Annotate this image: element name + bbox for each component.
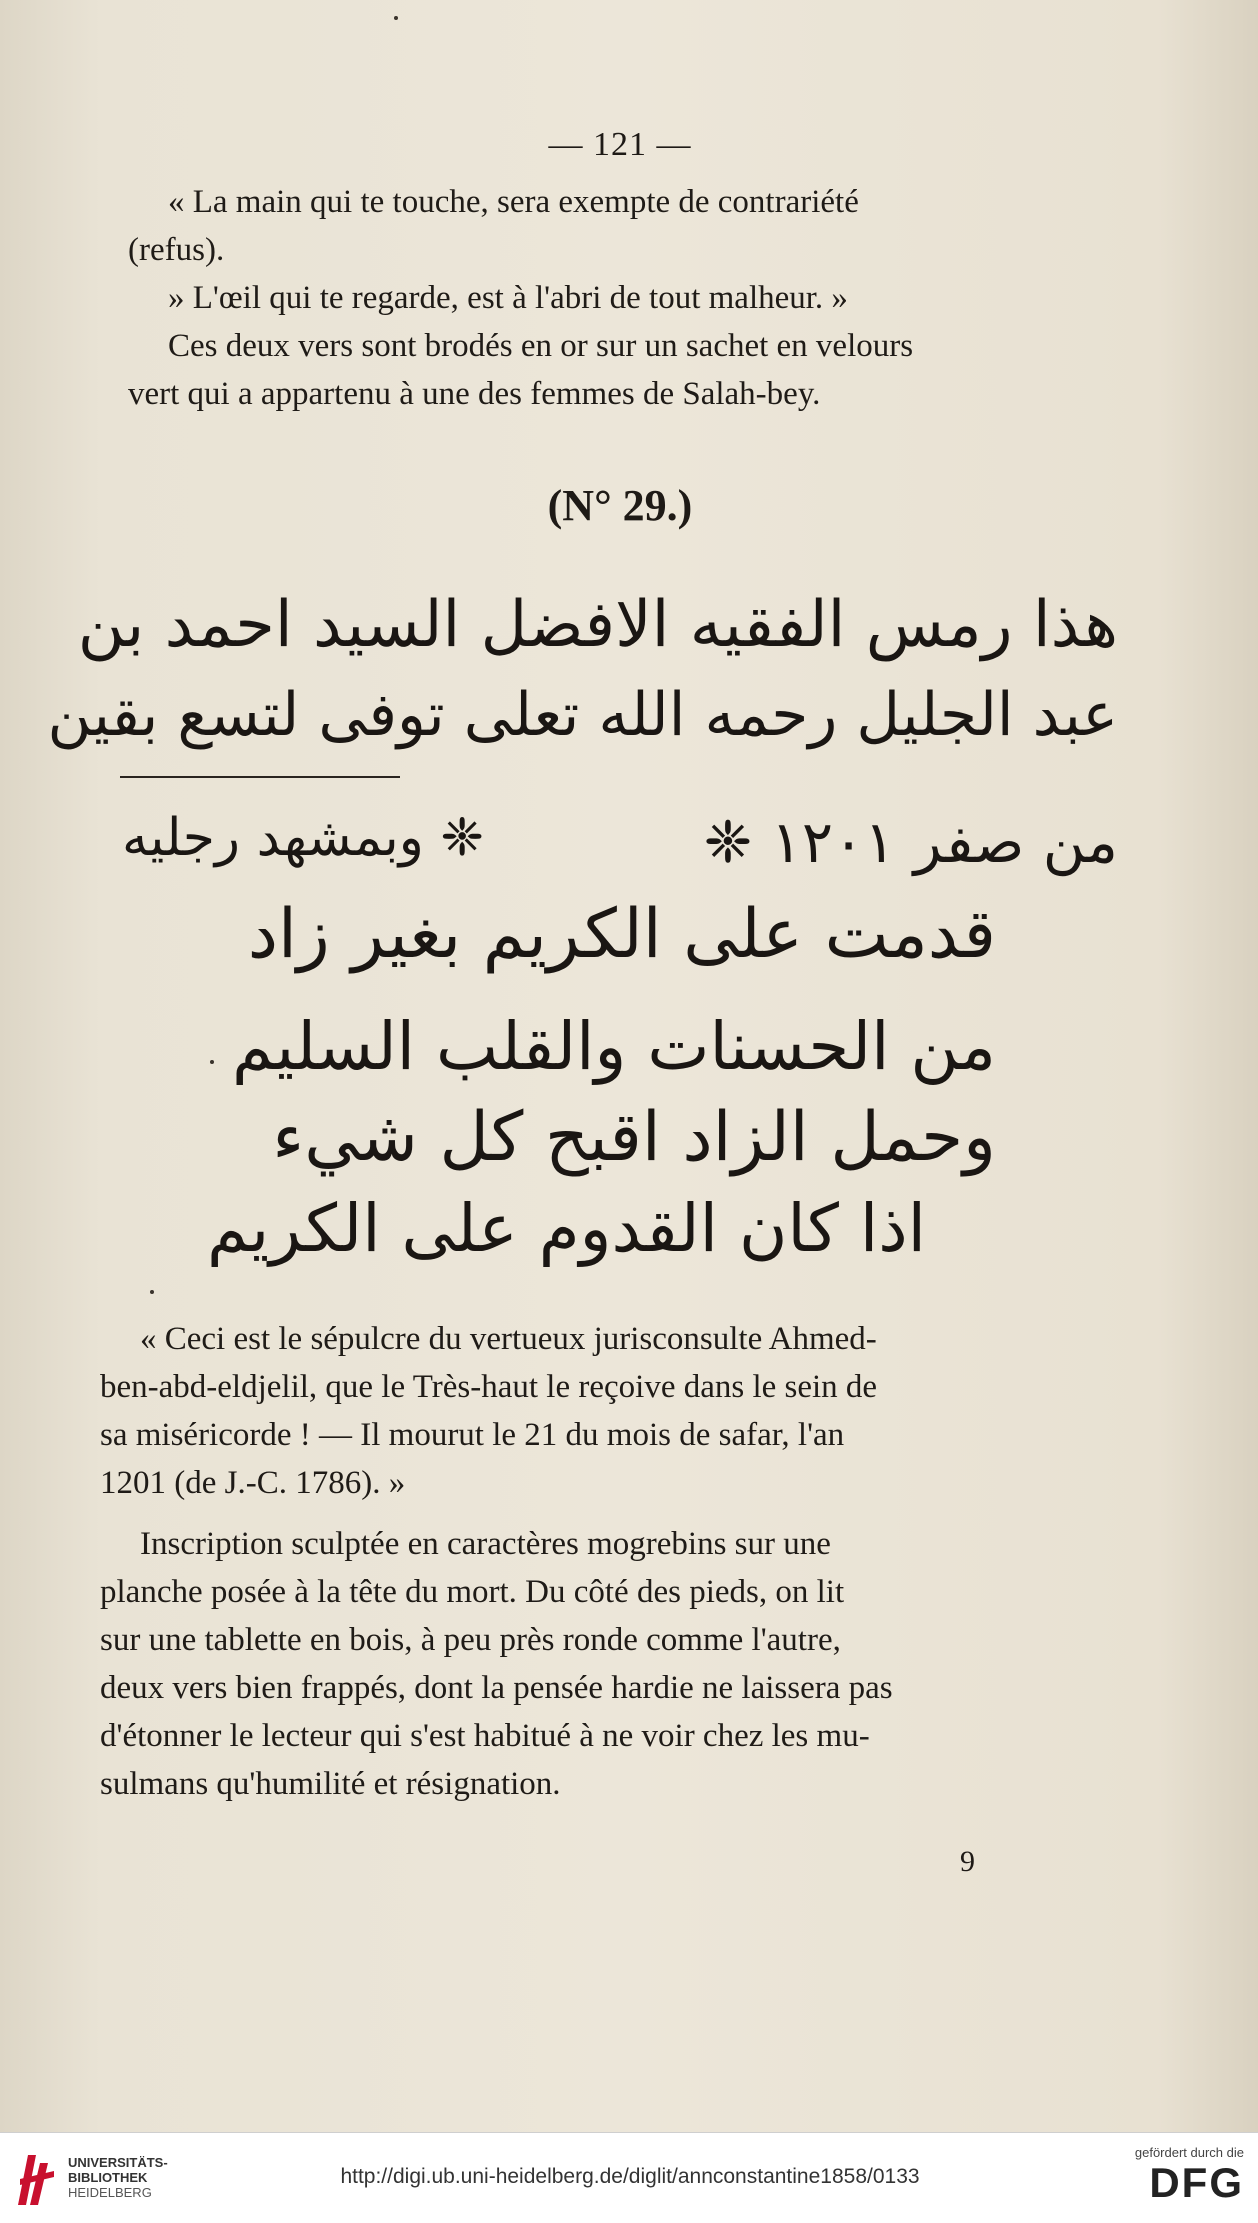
text-line: deux vers bien frappés, dont la pensée hardie ne laissera pas bbox=[100, 1670, 893, 1706]
description-paragraph bbox=[100, 1520, 1110, 1808]
translation-paragraph bbox=[100, 1315, 1100, 1507]
speck bbox=[394, 16, 398, 20]
library-name-line: BIBLIOTHEK bbox=[68, 2170, 148, 2185]
arabic-line-3-left: ❈ وبمشهد رجليه bbox=[122, 808, 484, 868]
speck bbox=[210, 1060, 214, 1064]
permalink-url[interactable]: http://digi.ub.uni-heidelberg.de/diglit/annconstantine1858/0133 bbox=[340, 2165, 920, 2188]
text-line: (refus). bbox=[128, 232, 225, 268]
arabic-line-1: هذا رمس الفقيه الافضل السيد احمد بن bbox=[77, 588, 1118, 662]
inscription-number: (N° 29.) bbox=[547, 481, 693, 530]
arabic-verse-1: قدمت على الكريم بغير زاد bbox=[247, 895, 996, 974]
arabic-line-3-right: من صفر ۱۲۰۱ ❈ bbox=[703, 808, 1118, 876]
funder-block bbox=[1135, 2145, 1244, 2206]
intro-paragraph bbox=[128, 178, 1118, 418]
library-name-line: UNIVERSITÄTS- bbox=[68, 2155, 168, 2170]
library-logo-icon bbox=[14, 2149, 58, 2209]
text-line: « La main qui te touche, sera exempte de contrariété bbox=[168, 184, 859, 220]
library-name bbox=[68, 2155, 168, 2200]
text-line: sur une tablette en bois, à peu près ronde comme l'autre, bbox=[100, 1622, 841, 1658]
dfg-logo: DFG bbox=[1149, 2159, 1244, 2206]
text-line: d'étonner le lecteur qui s'est habitué à ne voir chez les mu- bbox=[100, 1718, 870, 1754]
text-line: sulmans qu'humilité et résignation. bbox=[100, 1766, 561, 1802]
text-line: 1201 (de J.-C. 1786). » bbox=[100, 1465, 406, 1501]
text-line: vert qui a appartenu à une des femmes de Salah-bey. bbox=[128, 376, 821, 412]
arabic-verse-3: وحمل الزاد اقبح كل شيء bbox=[272, 1098, 996, 1177]
arabic-verse-2: من الحسنات والقلب السليم bbox=[232, 1008, 996, 1085]
arabic-verse-4: اذا كان القدوم على الكريم bbox=[206, 1190, 926, 1267]
signature-mark: 9 bbox=[960, 1845, 975, 1878]
arabic-line-2: عبد الجليل رحمه الله تعلى توفى لتسع بقين bbox=[47, 680, 1118, 750]
library-name-line: HEIDELBERG bbox=[68, 2185, 152, 2200]
text-line: sa miséricorde ! — Il mourut le 21 du mois de safar, l'an bbox=[100, 1417, 845, 1453]
text-line: « Ceci est le sépulcre du vertueux jurisconsulte Ahmed- bbox=[140, 1321, 877, 1357]
divider-rule bbox=[120, 776, 400, 778]
text-line: ben-abd-eldjelil, que le Très-haut le reçoive dans le sein de bbox=[100, 1369, 878, 1405]
footer-bar bbox=[0, 2132, 1258, 2223]
text-line: » L'œil qui te regarde, est à l'abri de tout malheur. » bbox=[168, 280, 848, 316]
text-line: Inscription sculptée en caractères mogrebins sur une bbox=[140, 1526, 831, 1562]
text-line: Ces deux vers sont brodés en or sur un sachet en velours bbox=[168, 328, 914, 364]
speck bbox=[150, 1290, 154, 1294]
funder-text: gefördert durch die bbox=[1134, 2145, 1244, 2160]
text-line: planche posée à la tête du mort. Du côté des pieds, on lit bbox=[100, 1574, 845, 1610]
page-number: — 121 — bbox=[548, 126, 692, 163]
